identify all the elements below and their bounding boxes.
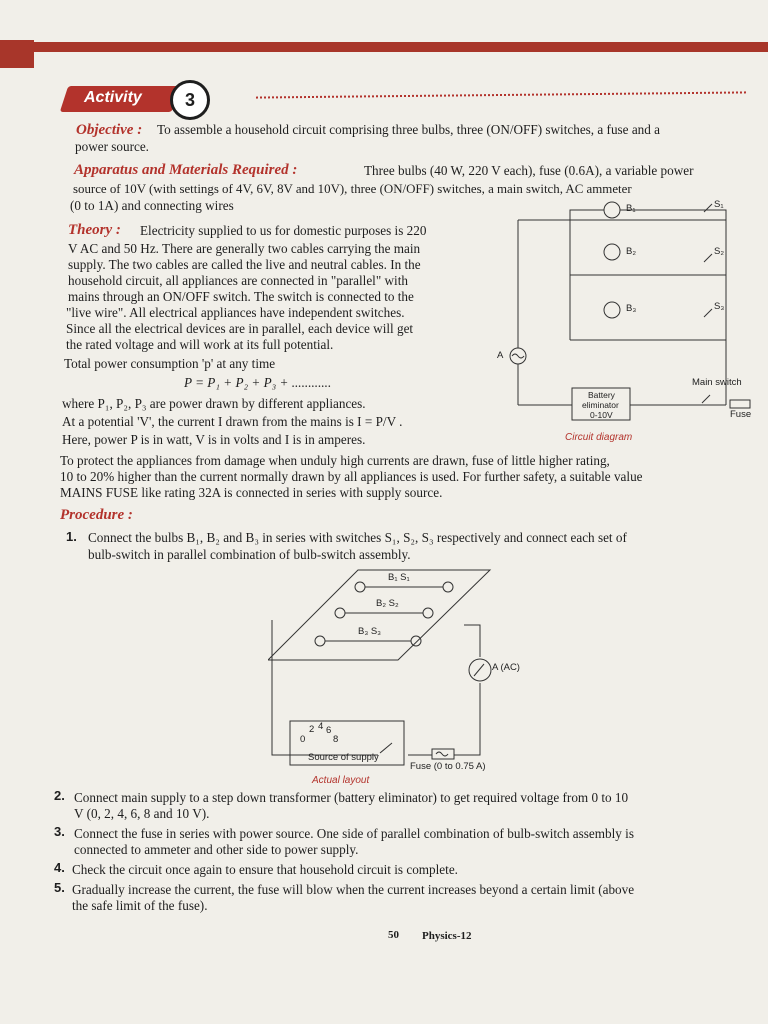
step-5-bullet: 5. [54,880,65,895]
circuit-diagram [490,190,760,450]
apparatus-line-2: source of 10V (with settings of 4V, 6V, 8V and 10V), three (ON/OFF) switches, a main switch, AC ammeter [73,182,632,196]
theory-line-3: supply. The two cables are called the live and neutral cables. In the [68,257,421,272]
protect-line-1: To protect the appliances from damage when unduly high currents are drawn, fuse of little higher rating, [60,453,610,468]
activity-number: 3 [170,80,210,120]
layout-fuse-label: Fuse (0 to 0.75 A) [410,761,486,772]
theory-line-8: the rated voltage and will work at its full potential. [66,337,334,352]
apparatus-line-3: (0 to 1A) and connecting wires [70,198,234,213]
theory-line-5: mains through an ON/OFF switch. The switch is connected to the [68,289,414,304]
layout-ammeter-label: A (AC) [492,662,520,673]
switch-s1-label: S₁ [714,199,724,210]
step-1-bullet: 1. [66,529,77,544]
step-4-bullet: 4. [54,860,65,875]
step-2-line-1: Connect main supply to a step down transformer (battery eliminator) to get required voltage from 0 to 10 [74,790,629,805]
step-2-bullet: 2. [54,788,65,803]
bulb-b2-label: B₂ [626,246,637,257]
step-3-bullet: 3. [54,824,65,839]
theory-heading: Theory : [68,222,121,238]
step-1-line-2: bulb-switch in parallel combination of bulb-switch assembly. [88,547,411,562]
objective-line-2: power source. [75,139,149,154]
battery-label-3: 0-10V [590,410,613,420]
source-label: Source of supply [308,752,379,763]
theory-after-3: Here, power P is in watt, V is in volts and I is in amperes. [62,432,366,447]
battery-label-2: eliminator [582,400,619,410]
layout-caption: Actual layout [312,775,370,786]
step-2-line-2: V (0, 2, 4, 6, 8 and 10 V). [74,806,210,821]
circuit-caption: Circuit diagram [565,432,633,443]
dotted-rule [256,91,746,98]
dial-2: 2 [309,724,315,735]
step-5-line-1: Gradually increase the current, the fuse will blow when the current increases beyond a certain limit (above [72,882,635,897]
step-1-line-1: Connect the bulbs B₁, B₂ and B₃ in series with switches S₁, S₂, S₃ respectively and connect each set of [88,530,627,545]
protect-line-3: MAINS FUSE like rating 32A is connected in series with supply source. [60,485,443,500]
dial-0: 0 [300,734,306,745]
battery-label-1: Battery [588,390,615,400]
fuse-label: Fuse [730,409,752,420]
theory-line-4: household circuit, all appliances are connected in "parallel" with [68,273,408,288]
objective-heading: Objective : [76,122,143,138]
step-3-line-1: Connect the fuse in series with power source. One side of parallel combination of bulb-switch assembly is [74,826,634,841]
theory-line-2: V AC and 50 Hz. There are generally two cables carrying the main [68,241,421,256]
main-switch-label: Main switch [692,377,742,388]
dial-8: 8 [333,734,339,745]
bulb-b1-label: B₁ [626,203,636,214]
power-formula: P = P₁ + P₂ + P₃ + ............ [184,375,332,390]
layout-label-b3s3: B₃ S₃ [358,626,382,637]
layout-label-b1s1: B₁ S₁ [388,572,410,583]
apparatus-line-1: Three bulbs (40 W, 220 V each), fuse (0.6A), a variable power [364,163,694,178]
apparatus-heading: Apparatus and Materials Required : [74,162,298,178]
protect-line-2: 10 to 20% higher than the current normally drawn by all appliances is used. For further safety, a suitable value [60,469,643,484]
switch-s3-label: S₃ [714,301,725,312]
dial-4: 4 [318,721,324,732]
switch-s2-label: S₂ [714,246,725,257]
theory-line-6: "live wire". All electrical appliances have independent switches. [66,305,405,320]
step-3-line-2: connected to ammeter and other side to power supply. [74,842,359,857]
ammeter-label: A [497,350,504,361]
book-title: Physics-12 [422,930,472,942]
top-border [0,42,768,52]
dial-6: 6 [326,725,332,736]
objective-line-1: To assemble a household circuit comprising three bulbs, three (ON/OFF) switches, a fuse and a [157,122,661,137]
corner-tab [0,40,34,68]
procedure-heading: Procedure : [60,507,133,523]
step-4-line-1: Check the circuit once again to ensure that household circuit is complete. [72,862,458,877]
theory-line-7: Since all the electrical devices are in parallel, each device will get [66,321,414,336]
bulb-b3-label: B₃ [626,303,637,314]
theory-line-1: Electricity supplied to us for domestic purposes is 220 [140,223,427,238]
layout-label-b2s2: B₂ S₂ [376,598,399,609]
theory-after-2: At a potential 'V', the current I drawn from the mains is I = P/V . [62,414,403,429]
theory-after-1: where P₁, P₂, P₃ are power drawn by different appliances. [62,396,366,411]
page-number: 50 [388,929,399,941]
activity-label: Activity [84,89,142,106]
theory-line-9: Total power consumption 'p' at any time [64,356,276,371]
step-5-line-2: the safe limit of the fuse). [72,898,208,913]
